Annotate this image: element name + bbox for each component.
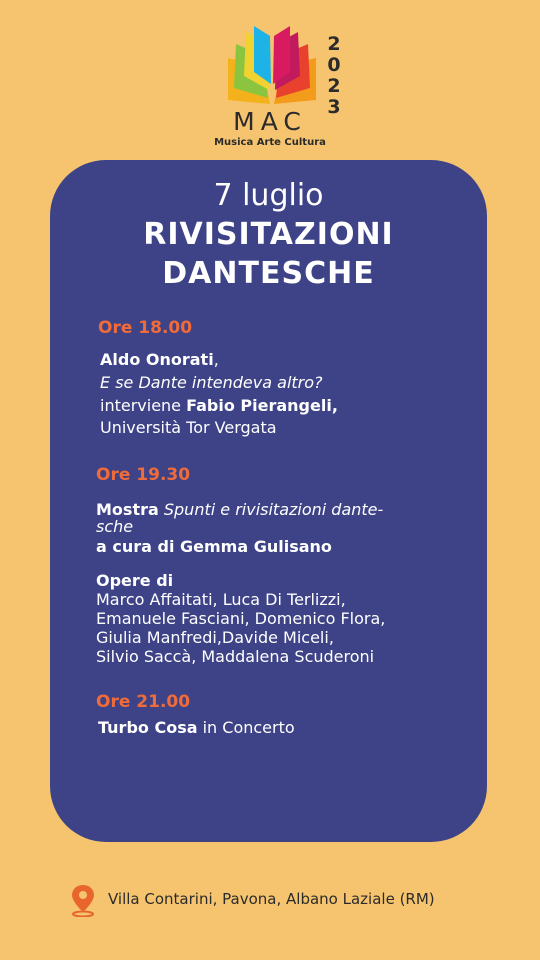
session3-time: Ore 21.00 [96, 692, 191, 712]
session3-band-line [98, 718, 295, 738]
year-digit: 3 [327, 96, 341, 118]
session1-talk-title: E se Dante intendeva altro? [100, 373, 323, 392]
session1-time: Ore 18.00 [98, 318, 193, 338]
session3-band: Turbo Cosa [98, 718, 198, 737]
session1-affiliation: Università Tor Vergata [100, 418, 277, 437]
brand-tagline: Musica Arte Cultura [214, 137, 326, 148]
session2-artists-line: Emanuele Fasciani, Domenico Flora, [96, 609, 386, 628]
session2-show-label: Mostra [96, 500, 159, 519]
session2-curator: a cura di Gemma Gulisano [96, 537, 332, 556]
session2-works-label: Opere di [96, 571, 174, 590]
session2-show-title-b: sche [96, 517, 134, 536]
session2-artists-line: Marco Affaitati, Luca Di Terlizzi, [96, 590, 346, 609]
location-text: Villa Contarini, Pavona, Albano Laziale (RM) [108, 890, 435, 908]
session1-speaker: Aldo Onorati [100, 350, 214, 369]
year-digit: 0 [327, 54, 341, 76]
session2-show-line [96, 500, 383, 520]
mac-logo-book-icon [222, 22, 322, 106]
session3-band-suffix: in Concerto [197, 718, 295, 737]
year-vertical [324, 34, 344, 118]
session1-intervenes-prefix: interviene [100, 396, 187, 415]
session1-speaker-line [100, 350, 219, 370]
event-title-line2: DANTESCHE [162, 256, 375, 291]
year-digit: 2 [327, 75, 341, 97]
session1-guest: Fabio Pierangeli, [186, 396, 338, 415]
brand-name: MAC [233, 107, 307, 136]
event-date: 7 luglio [213, 178, 324, 213]
event-title-line1: RIVISITAZIONI [143, 217, 394, 252]
location-pin-icon [68, 883, 98, 917]
session1-guest-line [100, 396, 338, 416]
session1-speaker-suffix: , [213, 350, 219, 369]
session2-time: Ore 19.30 [96, 465, 191, 485]
session2-show-title-a: Spunti e rivisitazioni dante- [158, 500, 384, 519]
year-digit: 2 [327, 33, 341, 55]
session2-artists-line: Giulia Manfredi,Davide Miceli, [96, 628, 334, 647]
session2-artists-line: Silvio Saccà, Maddalena Scuderoni [96, 647, 375, 666]
